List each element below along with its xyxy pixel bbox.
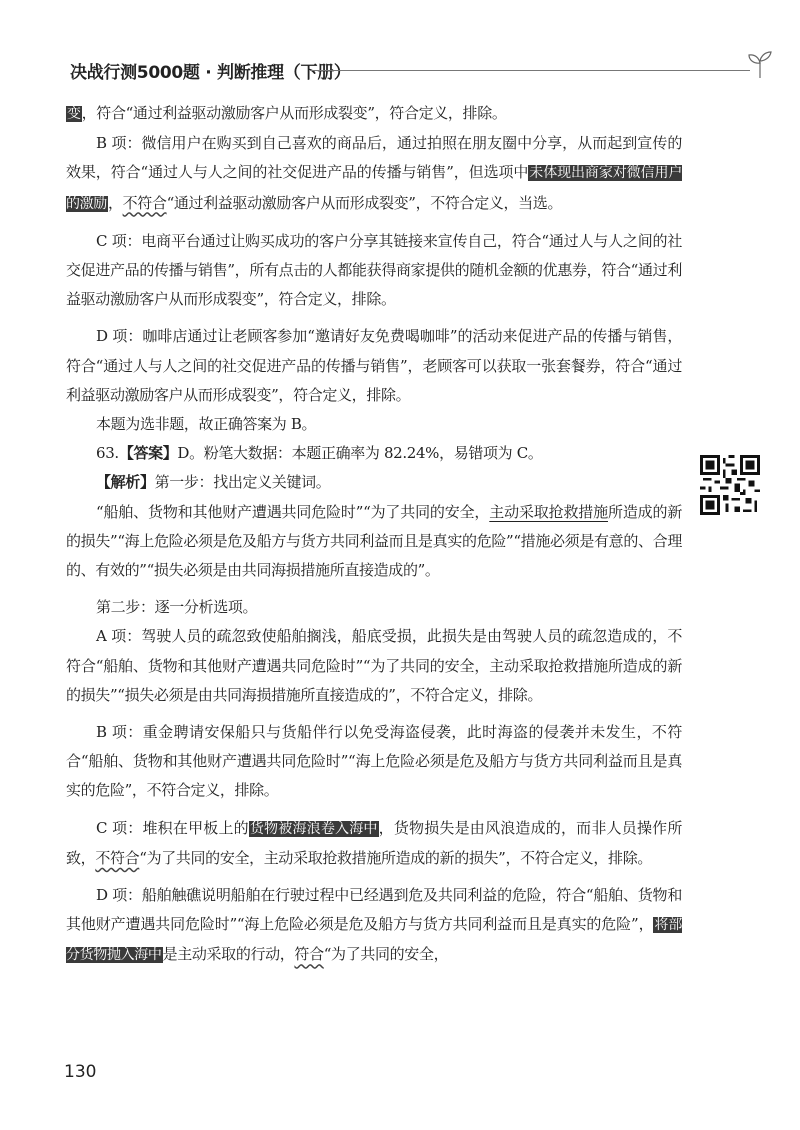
paragraph-1: 变，符合“通过利益驱动激励客户从而形成裂变”，符合定义，排除。	[67, 104, 507, 122]
paragraph-step-two: 第二步：逐一分析选项。	[96, 598, 258, 617]
sprout-icon	[746, 50, 774, 80]
paragraph-option-b: B 项：微信用户在购买到自己喜欢的商品后，通过拍照在朋友圈中分享，从而起到宣传的效果，符合“通过人与人之间的社交促进产品的传播与销售”，但选项中未体现出商家对微信用户的激励，不符合“通过利益驱动激励客户从而形成裂变”，不符合定义，当选。	[66, 134, 682, 212]
paragraph-conclusion: 本题为选非题，故正确答案为 B。	[96, 415, 317, 434]
header-rule	[310, 70, 750, 71]
qr-code-icon[interactable]	[700, 455, 760, 515]
paragraph-option-a2: A 项：驾驶人员的疏忽致使船舶搁浅，船底受损，此损失是由驾驶人员的疏忽造成的，不符合“船舶、货物和其他财产遭遇共同危险时”“为了共同的安全，主动采取抢救措施所造成的新的损失”“损失必须是由共同海损措施所直接造成的”，不符合定义，排除。	[66, 627, 682, 704]
answer-label: 【答案】	[118, 444, 178, 463]
highlight: 货物被海浪卷入海中	[249, 820, 378, 837]
answer-explanation	[66, 99, 682, 971]
paragraph-option-d: D 项：咖啡店通过让老顾客参加“邀请好友免费喝咖啡”的活动来促进产品的传播与销售，符合“通过人与人之间的社交促进产品的传播与销售”，老顾客可以获取一张套餐券，符合“通过利益驱动激励客户从而形成裂变”，符合定义，排除。	[66, 327, 682, 404]
underlined-text: 主动采取抢救措施	[489, 502, 608, 521]
analysis-label: 【解析】	[96, 473, 155, 492]
paragraph-option-c2: C 项：堆积在甲板上的货物被海浪卷入海中，货物损失是由风浪造成的，而非人员操作所致，不符合“为了共同的安全，主动采取抢救措施所造成的新的损失”，不符合定义，排除。	[66, 818, 682, 867]
highlight: 变	[67, 106, 81, 122]
page-number: 130	[64, 1062, 97, 1082]
paragraph-analysis: 【解析】第一步：找出定义关键词。	[96, 473, 331, 492]
paragraph-option-c: C 项：电商平台通过让购买成功的客户分享其链接来宣传自己，符合“通过人与人之间的社交促进产品的传播与销售”，所有点击的人都能获得商家提供的随机金额的优惠券，符合“通过利益驱动激励客户从而形成裂变”，符合定义，排除。	[66, 231, 682, 309]
paragraph-option-b2: B 项：重金聘请安保船只与货船伴行以免受海盗侵袭，此时海盗的侵袭并未发生，不符合“船舶、货物和其他财产遭遇共同危险时”“海上危险必须是危及船方与货方共同利益而且是真实的危险”，不符合定义，排除。	[66, 723, 682, 800]
paragraph-option-d2: D 项：船舶触礁说明船舶在行驶过程中已经遇到危及共同利益的危险，符合“船舶、货物和其他财产遭遇共同危险时”“海上危险必须是危及船方与货方共同利益而且是真实的危险”，将部分货物抛入海中是主动采取的行动，符合“为了共同的安全，	[66, 886, 682, 964]
underlined-text: 不符合	[122, 193, 167, 212]
book-title: 决战行测5000题 · 判断推理（下册）	[70, 63, 351, 83]
underlined-text: 不符合	[95, 848, 140, 867]
paragraph-answer: 63.【答案】D。粉笔大数据：本题正确率为 82.24%，易错项为 C。	[96, 444, 543, 463]
underlined-text: 符合	[294, 945, 324, 964]
highlight: 未体现出商家对微信用户的激励	[66, 165, 682, 212]
running-header	[70, 58, 770, 88]
highlight: 将部分货物抛入海中	[66, 917, 682, 964]
paragraph-keywords: “船舶、货物和其他财产遭遇共同危险时”“为了共同的安全，主动采取抢救措施所造成的新的损失”“海上危险必须是危及船方与货方共同利益而且是真实的危险”“措施必须是有意的、合理的、有效的”“损失必须是由共同海损措施所直接造成的”。	[66, 502, 682, 580]
